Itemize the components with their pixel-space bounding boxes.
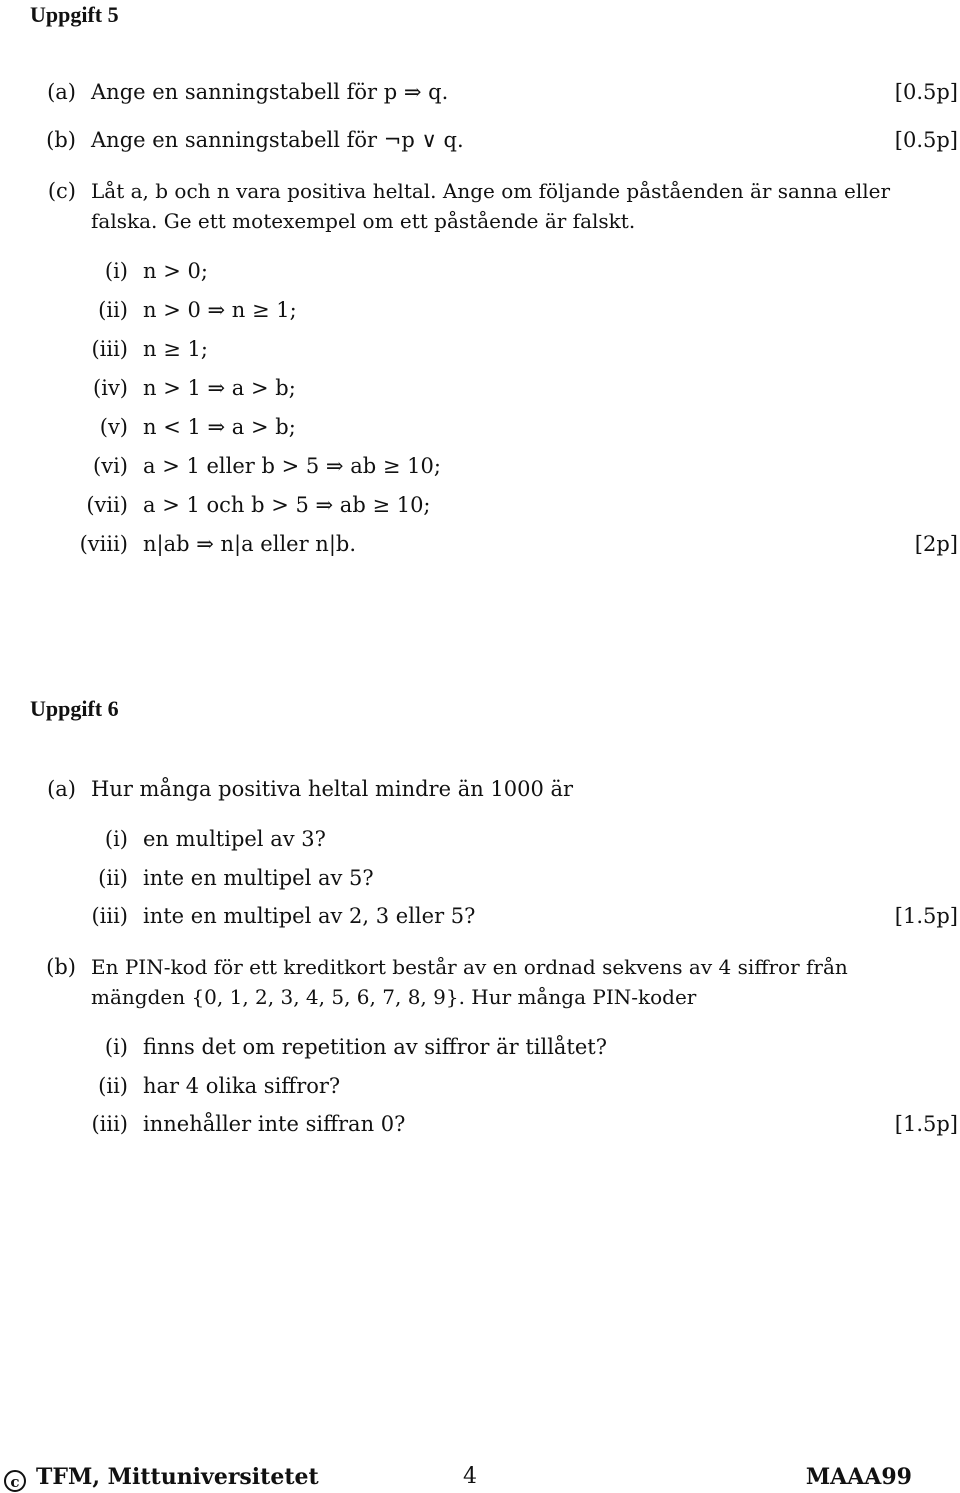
task5c-item-label: (i) (104, 259, 128, 283)
task6b-item-label: (i) (104, 1035, 128, 1059)
task5c-item-text: n < 1 ⇒ a > b; (143, 415, 296, 439)
task5-title: Uppgift 5 (30, 2, 119, 27)
task5c-item-label: (ii) (98, 298, 128, 322)
task6b-line2: mängden {0, 1, 2, 3, 4, 5, 6, 7, 8, 9}. Hur många PIN-koder (91, 985, 697, 1009)
task5c-item-label: (vii) (86, 493, 128, 517)
task6b-item-text: innehåller inte siffran 0? (143, 1112, 406, 1136)
task5c-item-text: n > 1 ⇒ a > b; (143, 376, 296, 400)
task6a-text: Hur många positiva heltal mindre än 1000 är (91, 777, 574, 801)
task6a-item-label: (ii) (98, 866, 128, 890)
task5c-item-text: a > 1 eller b > 5 ⇒ ab ≥ 10; (143, 454, 441, 478)
task5c-item-label: (viii) (79, 532, 128, 556)
task5c-line1: Låt a, b och n vara positiva heltal. Ange om följande påståenden är sanna eller (91, 179, 891, 203)
task5c-label: (c) (47, 179, 76, 203)
task6b-points: [1.5p] (894, 1112, 958, 1136)
task5c-item-text: n > 0; (143, 259, 208, 283)
task5c-item-text: n > 0 ⇒ n ≥ 1; (143, 298, 297, 322)
task6-title: Uppgift 6 (30, 696, 119, 721)
footer-page-number: 4 (463, 1464, 477, 1489)
task6a-label: (a) (47, 777, 76, 801)
task6a-item-label: (i) (104, 827, 128, 851)
task6b-line1: En PIN-kod för ett kreditkort består av en ordnad sekvens av 4 siffror från (91, 955, 848, 979)
task5c-item-label: (v) (99, 415, 128, 439)
footer-left (4, 1466, 319, 1492)
task6b-label: (b) (46, 955, 76, 979)
footer-institution: TFM, Mittuniversitetet (36, 1464, 319, 1490)
task6b-item-text: finns det om repetition av siffror är tillåtet? (143, 1035, 607, 1059)
task5c-item-text: a > 1 och b > 5 ⇒ ab ≥ 10; (143, 493, 431, 517)
copyright-icon: c (4, 1470, 26, 1492)
task6a-item-label: (iii) (91, 904, 128, 928)
task6a-points: [1.5p] (894, 904, 958, 928)
task5c-item-text: n ≥ 1; (143, 337, 208, 361)
task6a-item-text: inte en multipel av 5? (143, 866, 374, 890)
task5b-text: Ange en sanningstabell för ¬p ∨ q. (91, 128, 464, 152)
task5c-item-label: (iii) (91, 337, 128, 361)
task6a-item-text: inte en multipel av 2, 3 eller 5? (143, 904, 476, 928)
task5c-item-label: (vi) (93, 454, 128, 478)
task5c-item-text: n|ab ⇒ n|a eller n|b. (143, 532, 357, 556)
task5a-text: Ange en sanningstabell för p ⇒ q. (91, 80, 449, 104)
task6b-item-text: har 4 olika siffror? (143, 1074, 341, 1098)
task5b-label: (b) (46, 128, 76, 152)
task5a-points: [0.5p] (894, 80, 958, 104)
task6b-item-label: (iii) (91, 1112, 128, 1136)
task5c-line2: falska. Ge ett motexempel om ett påstående är falskt. (91, 209, 636, 233)
task5b-points: [0.5p] (894, 128, 958, 152)
footer-course-code: MAAA99 (805, 1464, 912, 1490)
task6a-item-text: en multipel av 3? (143, 827, 326, 851)
task5a-label: (a) (47, 80, 76, 104)
task5c-item-label: (iv) (93, 376, 128, 400)
task5c-points: [2p] (914, 532, 958, 556)
task6b-item-label: (ii) (98, 1074, 128, 1098)
